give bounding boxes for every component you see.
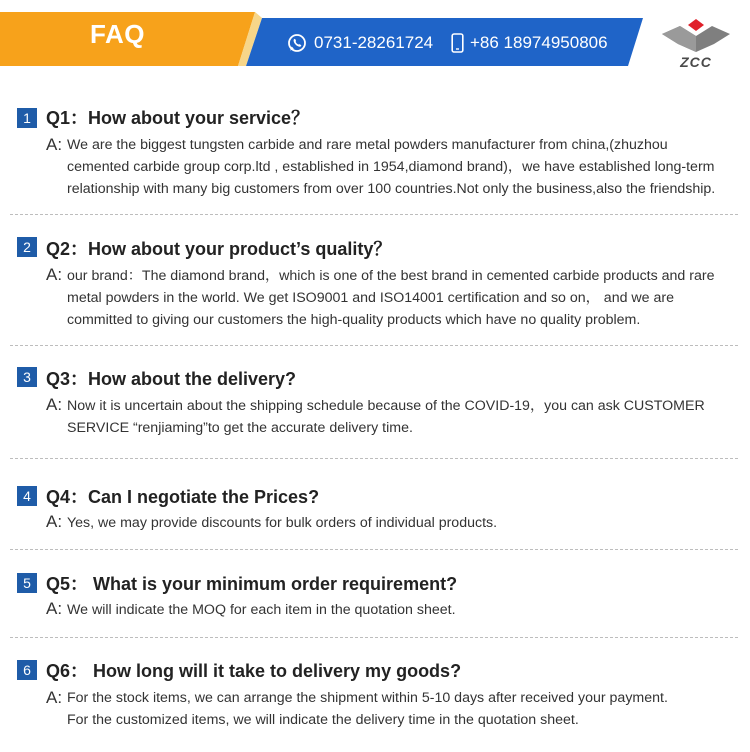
faq-answer <box>67 687 747 731</box>
answer-line: Now it is uncertain about the shipping schedule because of the COVID-19，you can ask CUSTOMER <box>67 398 705 414</box>
faq-item-4 <box>10 483 738 543</box>
faq-answer <box>67 395 747 439</box>
faq-number-badge: 4 <box>17 486 37 506</box>
answer-label: A: <box>46 395 63 414</box>
faq-number-badge: 5 <box>17 573 37 593</box>
answer-line: cemented carbide group corp.ltd , established in 1954,diamond brand)，we have established long-term <box>67 159 715 175</box>
answer-label: A: <box>46 135 63 154</box>
answer-line: We are the biggest tungsten carbide and rare metal powders manufacturer from china,(zhuzhou <box>67 137 668 153</box>
mobile-phone-icon <box>451 33 464 53</box>
logo-wordmark: ZCC <box>680 54 712 70</box>
page-title: FAQ <box>90 19 145 49</box>
telephone-number: 0731-28261724 <box>314 33 434 52</box>
faq-answer <box>67 512 747 534</box>
faq-answer <box>67 599 747 621</box>
section-divider <box>10 214 738 215</box>
section-divider <box>10 637 738 638</box>
mobile-number: +86 18974950806 <box>470 33 608 52</box>
answer-line: For the customized items, we will indicate the delivery time in the quotation sheet. <box>67 712 579 728</box>
faq-question: Q4：Can I negotiate the Prices? <box>46 487 320 507</box>
faq-number-badge: 3 <box>17 367 37 387</box>
answer-label: A: <box>46 512 63 531</box>
faq-answer <box>67 265 747 331</box>
answer-line: metal powders in the world. We get ISO9001 and ISO14001 certification and so on， and we are <box>67 290 675 306</box>
answer-line: SERVICE “renjiaming”to get the accurate delivery time. <box>67 420 413 436</box>
mobile-contact[interactable] <box>451 29 611 57</box>
faq-question: Q5： What is your minimum order requirement? <box>46 574 458 594</box>
faq-item-5 <box>10 570 738 630</box>
answer-label: A: <box>46 599 63 618</box>
faq-answer <box>67 134 747 200</box>
faq-question: Q6： How long will it take to delivery my goods? <box>46 661 462 681</box>
faq-question: Q3：How about the delivery? <box>46 369 297 389</box>
faq-item-2 <box>10 235 738 335</box>
section-divider <box>10 458 738 459</box>
answer-line: our brand：The diamond brand，which is one of the best brand in cemented carbide products and rare <box>67 268 715 284</box>
faq-number-badge: 2 <box>17 237 37 257</box>
answer-line: We will indicate the MOQ for each item in the quotation sheet. <box>67 602 456 618</box>
faq-number-badge: 1 <box>17 108 37 128</box>
faq-item-1 <box>10 104 738 204</box>
faq-question: Q1：How about your service？ <box>46 108 310 128</box>
section-divider <box>10 345 738 346</box>
answer-line: For the stock items, we can arrange the shipment within 5-10 days after received your payment. <box>67 690 668 706</box>
faq-item-3 <box>10 365 738 445</box>
answer-label: A: <box>46 265 63 284</box>
faq-number-badge: 6 <box>17 660 37 680</box>
faq-item-6 <box>10 657 738 742</box>
answer-line: committed to giving our customers the high-quality products which have no quality problem. <box>67 312 641 328</box>
section-divider <box>10 549 738 550</box>
zcc-diamond-logo-icon <box>660 16 732 56</box>
answer-line: Yes, we may provide discounts for bulk orders of individual products. <box>67 515 498 531</box>
answer-label: A: <box>46 688 63 707</box>
answer-line: relationship with many big customers from over 100 countries.Not only the business,also the friendship. <box>67 181 716 197</box>
faq-header <box>0 0 750 72</box>
faq-question: Q2：How about your product’s quality？ <box>46 239 392 259</box>
whatsapp-icon <box>287 33 307 53</box>
telephone-contact[interactable] <box>287 29 432 57</box>
zcc-logo <box>660 16 732 72</box>
